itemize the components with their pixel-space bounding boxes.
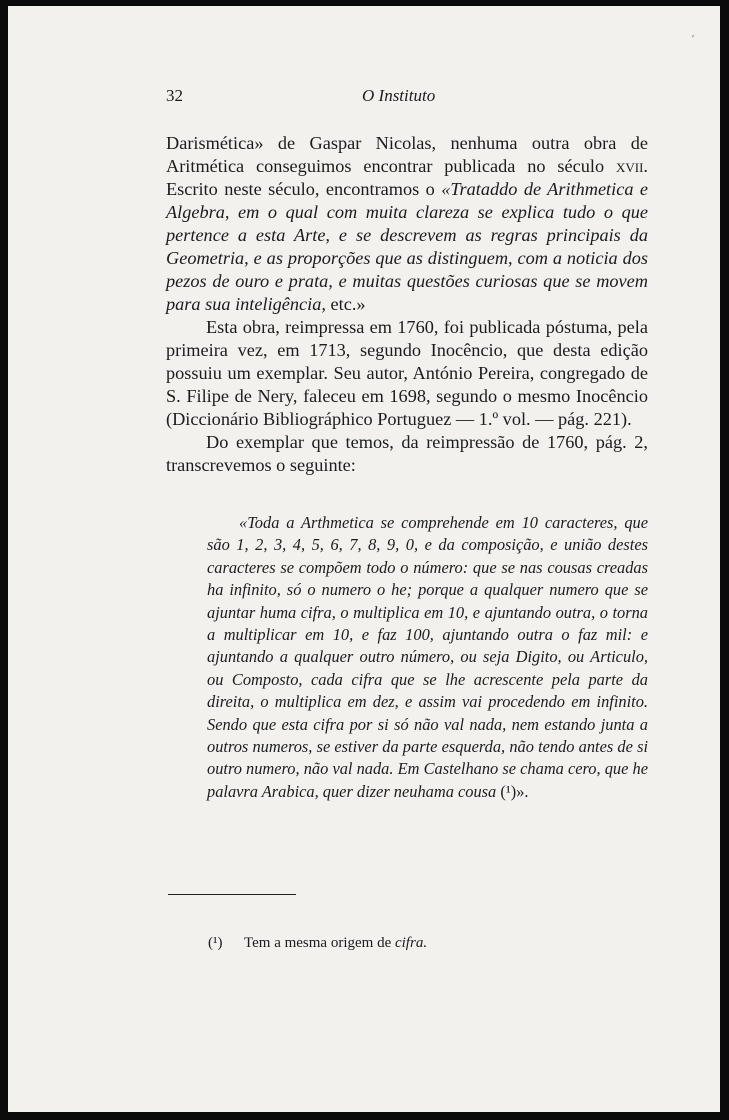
page-number: 32	[166, 86, 183, 105]
footnote-marker: (¹)	[208, 935, 223, 951]
document-page	[8, 6, 720, 1112]
footnote	[208, 933, 648, 953]
quote-close: ».	[516, 781, 529, 801]
paragraph-2: Esta obra, reimpressa em 1760, foi publicada póstuma, pela primeira vez, em 1713, segundo Inocêncio, que desta edição possuiu um exemplar. Seu autor, António Pereira, congregado de S. Filipe de Nery, faleceu em 1698, segundo o mesmo Inocêncio (Diccionário Bibliográphico Portuguez — 1.º vol. — pág. 221).	[166, 317, 648, 429]
paragraph-1	[166, 132, 648, 316]
footnote-divider	[168, 894, 296, 895]
edge-mark: ′	[692, 34, 695, 45]
quote-text: «Toda a Arthmetica se comprehende em 10 caracteres, que são 1, 2, 3, 4, 5, 6, 7, 8, 9, 0, e da composição, e união destes caracteres se compõem todo o número: que se nas cousas creadas ha infinito, só o numero o he; porque a qualquer numero que se ajuntar huma cifra, o multiplica em 10, e ajuntando outra, o torna a multiplicar em 10, e faz 100, ajuntando outra o faz mil: e ajuntando a qualquer outro número, ou seja Digito, ou Articulo, ou Composto, cada cifra que se lhe acrescente pela parte da direita, o multiplica em dez, e assim vai procedendo em infinito. Sendo que esta cifra por si só não val nada, nem estando junta a outros numeros, se estiver da parte esquerda, não tendo antes de si outro numero, não val nada. Em Castelhano se chama cero, que he palavra Arabica, quer dizer neuhama cousa	[207, 513, 648, 801]
footnote-text: Tem a mesma origem de	[244, 935, 395, 951]
footnote-italic-word: cifra.	[394, 935, 428, 951]
footnote-reference: (¹)	[500, 781, 517, 801]
paragraph-1-text-b: . Escrito neste século, encontramos o	[166, 156, 648, 199]
running-title: O Instituto	[362, 86, 436, 105]
block-quote	[207, 512, 648, 803]
body-text	[166, 132, 648, 477]
paragraph-3: Do exemplar que temos, da reimpressão de 1760, pág. 2, transcrevemos o seguinte:	[166, 432, 648, 475]
paragraph-1-text-a: Darismética» de Gaspar Nicolas, nenhuma outra obra de Aritmética conseguimos encontrar publicada no século	[166, 133, 648, 176]
century-numeral: xvii	[615, 156, 644, 176]
paragraph-1-text-c: etc.»	[325, 294, 366, 314]
quote-paragraph	[207, 512, 648, 803]
book-title: «Trataddo de Arithmetica e Algebra, em o qual com muita clareza se explica tudo o que pertence a esta Arte, e se descrevem as regras principais da Geometria, e as proporções que as distinguem, com a noticia dos pezos de ouro e prata, e muitas questões curiosas que se movem para sua inteligência,	[166, 179, 648, 314]
page-header	[166, 86, 646, 110]
